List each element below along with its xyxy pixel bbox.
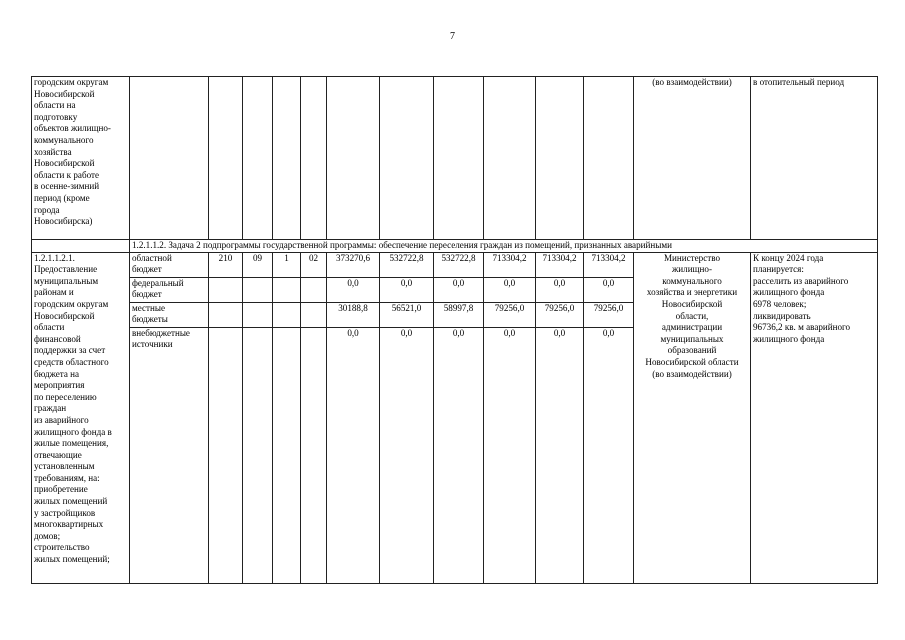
value-cell: 58997,8 bbox=[434, 302, 484, 327]
text-line: период (кроме bbox=[34, 192, 90, 203]
text-line: жилищного фонда в bbox=[34, 426, 112, 437]
task-row bbox=[32, 240, 878, 253]
text-line: городским округам bbox=[34, 298, 109, 309]
code-cell bbox=[273, 327, 301, 583]
text-line: городским округам bbox=[34, 77, 109, 87]
value-cell: 0,0 bbox=[434, 277, 484, 302]
code-cell bbox=[273, 302, 301, 327]
text-line: Министерство bbox=[663, 252, 721, 263]
code-cell bbox=[273, 277, 301, 302]
text-line: области к работе bbox=[34, 169, 100, 180]
code-cell bbox=[243, 277, 273, 302]
text-line: поддержки за счет bbox=[34, 345, 106, 356]
text-line: из аварийного bbox=[34, 414, 89, 425]
text-line: планируется: bbox=[753, 264, 804, 275]
text-line: 1.2.1.1.2.1. bbox=[34, 252, 75, 263]
result-cell: в отопительный период bbox=[751, 77, 878, 240]
code-cell bbox=[301, 277, 327, 302]
code-cell bbox=[243, 302, 273, 327]
code-cell bbox=[209, 302, 243, 327]
text-line: строительство bbox=[34, 542, 90, 553]
value-cell: 0,0 bbox=[536, 327, 584, 583]
text-line: Предоставление bbox=[34, 264, 98, 275]
text-line: подготовку bbox=[34, 111, 78, 122]
funding-source bbox=[130, 252, 209, 277]
value-cell: 0,0 bbox=[536, 277, 584, 302]
text-line: по переселению bbox=[34, 391, 97, 402]
text-line: бюджеты bbox=[132, 314, 168, 325]
text-line: Новосибирской bbox=[34, 88, 95, 99]
text-line: финансовой bbox=[34, 333, 81, 344]
text-line: жилищного фонда bbox=[753, 287, 825, 298]
text-line: жилых помещений; bbox=[34, 554, 110, 565]
responsible-cell bbox=[634, 252, 751, 583]
responsible-cell: (во взаимодействии) bbox=[634, 77, 751, 240]
text-line: жилых помещений bbox=[34, 496, 108, 507]
text-line: 96736,2 кв. м аварийного bbox=[753, 322, 851, 333]
code-cell: 09 bbox=[243, 252, 273, 277]
text-line: (во взаимодействии) bbox=[652, 368, 732, 379]
text-line: администрации bbox=[661, 322, 723, 333]
measure-name-text bbox=[34, 77, 127, 228]
value-cell: 0,0 bbox=[380, 277, 434, 302]
text-line: Новосибирска) bbox=[34, 216, 93, 227]
value-cell: 30188,8 bbox=[327, 302, 380, 327]
text-line: муниципальных bbox=[660, 333, 724, 344]
text-line: объектов жилищно- bbox=[34, 123, 111, 134]
measure-name-cell bbox=[32, 77, 130, 240]
value-cell: 0,0 bbox=[484, 277, 536, 302]
text-line: федеральный bbox=[132, 277, 184, 288]
text-line: образований bbox=[667, 345, 717, 356]
text-line: Новосибирской bbox=[34, 158, 95, 169]
continued-row bbox=[32, 77, 878, 240]
text-line: в осенне-зимний bbox=[34, 181, 100, 192]
value-cell: 0,0 bbox=[327, 277, 380, 302]
text-line: установленным bbox=[34, 461, 95, 472]
value-cell: 0,0 bbox=[327, 327, 380, 583]
result-text bbox=[753, 253, 875, 346]
text-line: источники bbox=[132, 339, 173, 350]
value-cell: 713304,2 bbox=[584, 252, 634, 277]
text-line: домов; bbox=[34, 530, 61, 541]
text-line: области на bbox=[34, 100, 76, 111]
text-line: жилищно- bbox=[672, 264, 712, 275]
value-cell: 713304,2 bbox=[484, 252, 536, 277]
text-line: К концу 2024 года bbox=[753, 252, 824, 263]
text-line: бюджет bbox=[132, 264, 162, 275]
value-cell: 79256,0 bbox=[536, 302, 584, 327]
text-line: жилые помещения, bbox=[34, 438, 109, 449]
text-line: приобретение bbox=[34, 484, 88, 495]
program-table bbox=[31, 76, 878, 584]
text-line: у застройщиков bbox=[34, 507, 96, 518]
measure-source-row bbox=[32, 252, 878, 277]
result-cell bbox=[751, 252, 878, 583]
text-line: муниципальным bbox=[34, 275, 99, 286]
value-cell: 0,0 bbox=[380, 327, 434, 583]
text-line: районам и bbox=[34, 287, 74, 298]
text-line: расселить из аварийного bbox=[753, 275, 849, 286]
text-line: 6978 человек; bbox=[753, 298, 807, 309]
text-line: местные bbox=[132, 302, 166, 313]
value-cell: 713304,2 bbox=[536, 252, 584, 277]
value-cell: 0,0 bbox=[434, 327, 484, 583]
text-line: бюджет bbox=[132, 289, 162, 300]
value-cell: 79256,0 bbox=[584, 302, 634, 327]
code-cell: 210 bbox=[209, 252, 243, 277]
value-cell: 0,0 bbox=[584, 327, 634, 583]
page-number: 7 bbox=[450, 31, 455, 42]
text-line: мероприятия bbox=[34, 380, 85, 391]
value-cell: 0,0 bbox=[584, 277, 634, 302]
value-cell: 532722,8 bbox=[380, 252, 434, 277]
funding-source bbox=[130, 302, 209, 327]
code-cell bbox=[301, 302, 327, 327]
funding-source bbox=[130, 327, 209, 583]
value-cell: 373270,6 bbox=[327, 252, 380, 277]
text-line: коммунального bbox=[662, 275, 722, 286]
text-line: Новосибирской bbox=[34, 310, 95, 321]
code-cell bbox=[243, 327, 273, 583]
measure-name-text bbox=[34, 253, 127, 566]
value-cell: 56521,0 bbox=[380, 302, 434, 327]
value-cell: 532722,8 bbox=[434, 252, 484, 277]
text-line: многоквартирных bbox=[34, 519, 104, 530]
text-line: внебюджетные bbox=[132, 327, 190, 338]
text-line: города bbox=[34, 204, 60, 215]
measure-name-cell bbox=[32, 252, 130, 583]
code-cell bbox=[209, 277, 243, 302]
text-line: средств областного bbox=[34, 356, 109, 367]
text-line: жилищного фонда bbox=[753, 333, 825, 344]
text-line: ликвидировать bbox=[753, 310, 811, 321]
text-line: бюджета на bbox=[34, 368, 80, 379]
code-cell bbox=[301, 327, 327, 583]
text-line: хозяйства bbox=[34, 146, 72, 157]
text-line: отвечающие bbox=[34, 449, 82, 460]
text-line: области bbox=[34, 322, 65, 333]
task-title: 1.2.1.1.2. Задача 2 подпрограммы государственной программы: обеспечение переселения граждан из помещений, признанных аварийными bbox=[130, 240, 878, 253]
code-cell: 1 bbox=[273, 252, 301, 277]
responsible-text bbox=[636, 253, 748, 381]
text-line: граждан bbox=[34, 403, 67, 414]
text-line: хозяйства и энергетики bbox=[646, 287, 738, 298]
text-line: коммунального bbox=[34, 134, 94, 145]
text-line: областной bbox=[132, 252, 172, 263]
value-cell: 79256,0 bbox=[484, 302, 536, 327]
value-cell: 0,0 bbox=[484, 327, 536, 583]
text-line: Новосибирской bbox=[661, 298, 723, 309]
text-line: области, bbox=[675, 310, 709, 321]
funding-source bbox=[130, 277, 209, 302]
code-cell bbox=[209, 327, 243, 583]
code-cell: 02 bbox=[301, 252, 327, 277]
text-line: требованиям, на: bbox=[34, 472, 100, 483]
text-line: Новосибирской области bbox=[645, 356, 739, 367]
